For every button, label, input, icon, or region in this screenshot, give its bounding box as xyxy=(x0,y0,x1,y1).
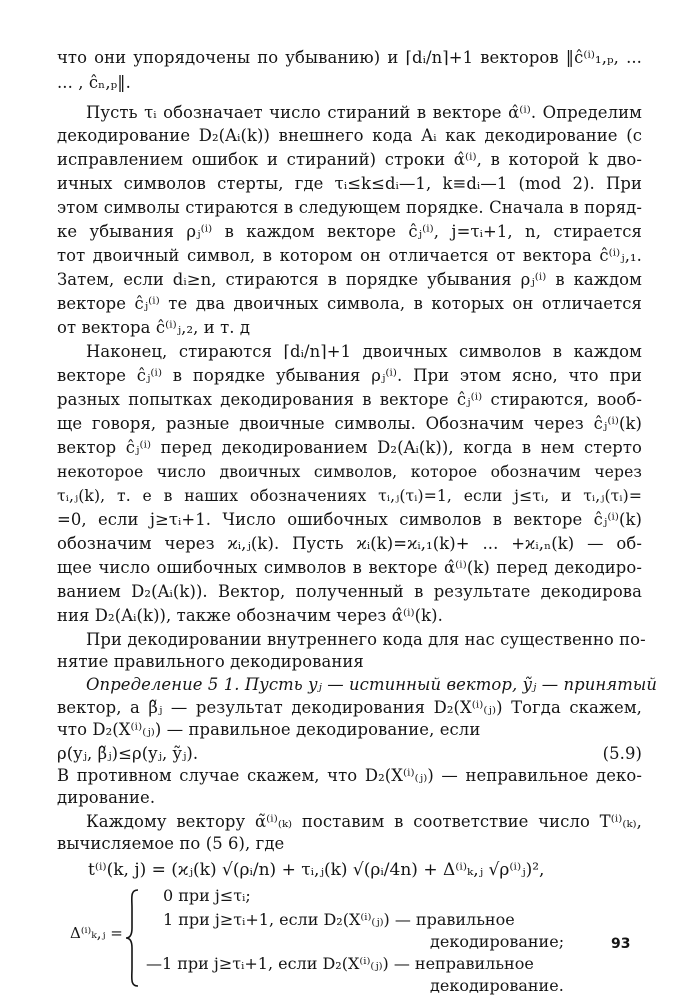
text-line: этом символы стираются в следующем порядке. Сначала в поряд- xyxy=(57,198,642,217)
page-number: 93 xyxy=(611,936,631,952)
case-line: декодирование; xyxy=(430,932,565,951)
case-line: 0 при j≤τᵢ; xyxy=(163,886,251,905)
case-line: декодирование. xyxy=(430,976,564,995)
left-brace xyxy=(124,888,142,988)
text-line: некоторое число двоичных символов, которое обозначим через xyxy=(57,463,642,481)
text-line: ванием D₂(Aᵢ(k)). Вектор, полученный в результате декодирова xyxy=(57,582,642,601)
text-line: ния D₂(Aᵢ(k)), также обозначим через α̂⁽ⁱ⁾(k). xyxy=(57,606,443,625)
text-line: от вектора ĉ⁽ⁱ⁾ⱼ,₂, и т. д xyxy=(57,318,251,337)
equation-body: ρ(yⱼ, β̃ⱼ)≤ρ(yⱼ, ỹⱼ). xyxy=(57,744,199,763)
formula-t: t⁽ⁱ⁾(k, j) = (ϰⱼ(k) √(ρᵢ/n) + τᵢ,ⱼ(k) √(ρᵢ/4n) + Δ⁽ⁱ⁾ₖ,ⱼ √ρ⁽ⁱ⁾ⱼ)², xyxy=(88,860,545,880)
text-line: =0, если j≥τᵢ+1. Число ошибочных символов в векторе ĉⱼ⁽ⁱ⁾(k) xyxy=(57,510,642,529)
text-line: тот двоичный символ, в котором он отличается от вектора ĉ⁽ⁱ⁾ⱼ,₁. xyxy=(57,246,642,265)
text-line: декодирование D₂(Aᵢ(k)) внешнего кода Aᵢ как декодирование (с xyxy=(57,126,642,145)
text-line: вектор, а β̃ⱼ — результат декодирования D₂(X⁽ⁱ⁾₍ⱼ₎) Тогда скажем, xyxy=(57,698,642,717)
text-line: дирование. xyxy=(57,788,156,807)
text-line: Пусть τᵢ обозначает число стираний в векторе α̂⁽ⁱ⁾. Определим xyxy=(86,103,642,122)
text-line: что D₂(X⁽ⁱ⁾₍ⱼ₎) — правильное декодирование, если xyxy=(57,720,481,739)
case-line: —1 при j≥τᵢ+1, если D₂(X⁽ⁱ⁾₍ⱼ₎) — неправильное xyxy=(146,954,534,973)
text-line: τᵢ,ⱼ(k), т. е в наших обозначениях τᵢ,ⱼ(τᵢ)=1, если j≤τᵢ, и τᵢ,ⱼ(τᵢ)= xyxy=(57,487,642,505)
text-line: исправлением ошибок и стираний) строки α̂⁽ⁱ⁾, в которой k дво- xyxy=(57,150,642,169)
text-line: векторе ĉⱼ⁽ⁱ⁾ в порядке убывания ρⱼ⁽ⁱ⁾. При этом ясно, что при xyxy=(57,366,642,385)
text-line: нятие правильного декодирования xyxy=(57,652,364,671)
text-line: Каждому вектору α̃⁽ⁱ⁾₍ₖ₎ поставим в соответствие число T⁽ⁱ⁾₍ₖ₎, xyxy=(86,812,642,831)
text-line: вычисляемое по (5 6), где xyxy=(57,834,285,853)
text-line: ичных символов стерты, где τᵢ≤k≤dᵢ—1, k≡dᵢ—1 (mod 2). При xyxy=(57,174,642,193)
text-line: что они упорядочены по убыванию) и ⌈dᵢ/n⌉+1 векторов ‖ĉ⁽ⁱ⁾₁,ₚ, ... xyxy=(57,48,642,67)
text-line: Затем, если dᵢ≥n, стираются в порядке убывания ρⱼ⁽ⁱ⁾ в каждом xyxy=(57,270,642,289)
text-line: щее число ошибочных символов в векторе α̂⁽ⁱ⁾(k) перед декодиро- xyxy=(57,558,642,577)
text-line: ке убывания ρⱼ⁽ⁱ⁾ в каждом векторе ĉⱼ⁽ⁱ⁾, j=τᵢ+1, n, стирается xyxy=(57,222,642,241)
text-line: При декодировании внутреннего кода для нас существенно по- xyxy=(86,630,646,649)
text-line: вектор ĉⱼ⁽ⁱ⁾ перед декодированием D₂(Aᵢ(k)), когда в нем стерто xyxy=(57,438,642,457)
text-line: В противном случае скажем, что D₂(X⁽ⁱ⁾₍ⱼ₎) — неправильное деко- xyxy=(57,766,642,785)
definition-line: Определение 5 1. Пусть yⱼ — истинный вектор, ỹⱼ — принятый xyxy=(86,675,658,694)
case-line: 1 при j≥τᵢ+1, если D₂(X⁽ⁱ⁾₍ⱼ₎) — правильное xyxy=(163,910,515,929)
text-line: векторе ĉⱼ⁽ⁱ⁾ те два двоичных символа, в которых он отличается xyxy=(57,294,642,313)
text-line: ... , ĉₙ,ₚ‖. xyxy=(57,73,131,92)
formula-delta-lhs: Δ⁽ⁱ⁾ₖ,ⱼ = xyxy=(70,924,123,942)
text-line: обозначим через ϰᵢ,ⱼ(k). Пусть ϰᵢ(k)=ϰᵢ,₁(k)+ ... +ϰᵢ,ₙ(k) — об- xyxy=(57,534,642,553)
text-line: ще говоря, разные двоичные символы. Обозначим через ĉⱼ⁽ⁱ⁾(k) xyxy=(57,414,642,433)
text-line: разных попытках декодирования в векторе ĉⱼ⁽ⁱ⁾ стираются, вооб- xyxy=(57,390,642,409)
equation-label: (5.9) xyxy=(602,744,642,763)
equation-5-9 xyxy=(57,744,642,764)
text-line: Наконец, стираются ⌈dᵢ/n⌉+1 двоичных символов в каждом xyxy=(86,342,642,361)
